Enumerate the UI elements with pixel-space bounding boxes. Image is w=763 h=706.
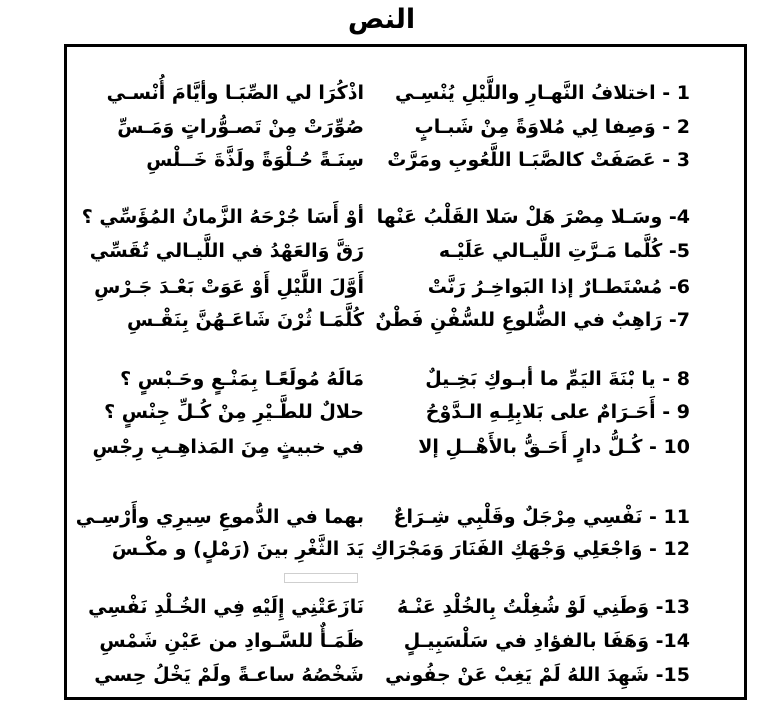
verse-13-second-hemistich: نَازَعَتْنِي إِلَيْهِ فِي الخُـلْدِ نَفْسِي bbox=[88, 596, 364, 618]
verse-3-first-hemistich: 3 - عَصَفَتْ كالصَّبَـا اللَّعُوبِ ومَرَّتْ bbox=[387, 149, 690, 171]
verse-4-second-hemistich: أوْ أَسَا جُرْحَهُ الزَّمانُ المُؤَسِّي ؟ bbox=[81, 206, 364, 228]
verse-15-second-hemistich: شَخْصُهُ ساعـةً ولَمْ يَخْلُ حِسي bbox=[94, 664, 364, 686]
verse-10-first-hemistich: 10 - كُـلُّ دارٍ أَحَـقُّ بالأَهْــلِ إلا bbox=[418, 436, 690, 458]
verse-13-first-hemistich: 13- وَطَنِي لَوْ شُغِلْتُ بِالخُلْدِ عَنْـهُ bbox=[396, 596, 690, 618]
verse-11-first-hemistich: 11 - نَفْسِي مِرْجَلٌ وقَلْبِي شِـرَاعٌ bbox=[393, 506, 690, 528]
verse-7-first-hemistich: 7- رَاهِبٌ في الضُّلوعِ للسُّفْنِ فَطْنٌ bbox=[375, 309, 690, 331]
verse-15-first-hemistich: 15- شَهِدَ اللهُ لَمْ يَغِبْ عَنْ جفُوني bbox=[385, 664, 690, 686]
verse-8-first-hemistich: 8 - يا بْنَةَ اليَمِّ ما أبـوكِ بَخِـيلٌ bbox=[425, 368, 690, 390]
verse-5-first-hemistich: 5- كُلَّما مَـرَّتِ اللَّيـالي عَلَيْـه bbox=[438, 240, 690, 262]
page-marker bbox=[284, 573, 358, 583]
verse-1-first-hemistich: 1 - اختلافُ النَّهـارِ واللَّيْلِ يُنْسِـي bbox=[394, 82, 690, 104]
verse-5-second-hemistich: رَقَّ وَالعَهْدُ في اللَّيـالي تُقَسِّي bbox=[89, 240, 364, 262]
verse-2-second-hemistich: صُوِّرَتْ مِنْ تَصـوُّراتٍ وَمَـسِّ bbox=[117, 116, 364, 138]
verse-2-first-hemistich: 2 - وَصِفا لِي مُلاوَةً مِنْ شَبـابٍ bbox=[414, 116, 690, 138]
verse-6-second-hemistich: أَوَّلَ اللَّيْلِ أَوْ عَوَتْ بَعْـدَ جَـرْسِ bbox=[94, 276, 364, 298]
verse-12-first-hemistich: 12 - وَاجْعَلِي وَجْهَكِ الفَنَارَ وَمَجْرَاكِ bbox=[370, 538, 690, 560]
verse-10-second-hemistich: في خبيثٍ مِنَ المَذاهِـبِ رِجْسِ bbox=[92, 436, 364, 458]
verse-14-first-hemistich: 14- وَهَفَا بالفؤادِ في سَلْسَبِيـلٍ bbox=[403, 630, 690, 652]
verse-11-second-hemistich: بهما في الدُّموعِ سِيرِي وأَرْسِـي bbox=[75, 506, 364, 528]
verse-3-second-hemistich: سِنَـةً حُـلْوَةً ولَذَّةَ خَــلْسِ bbox=[146, 149, 364, 171]
verse-6-first-hemistich: 6- مُسْتَطـارٌ إذا البَواخِـرُ رَنَّتْ bbox=[427, 276, 690, 298]
page-title: النص bbox=[347, 4, 416, 35]
verse-9-second-hemistich: حلالٌ للطَّـيْرِ مِنْ كُـلِّ جِنْسٍ ؟ bbox=[104, 401, 364, 423]
verse-9-first-hemistich: 9 - أَحَـرَامٌ على بَلابِلِـهِ الـدَّوْحُ bbox=[425, 401, 690, 423]
verse-8-second-hemistich: مَالَهُ مُولَعًـا بِمَنْـعٍ وحَـبْسٍ ؟ bbox=[120, 368, 364, 390]
verse-7-second-hemistich: كُلَّمَـا ثُرْنَ شَاعَـهُنَّ بِنَقْـسِ bbox=[126, 309, 364, 331]
verse-14-second-hemistich: ظَمَـأٌ للسَّـوادِ من عَيْنِ شَمْسِ bbox=[99, 630, 364, 652]
verse-4-first-hemistich: 4- وسَـلا مِصْرَ هَلْ سَلا القَلْبُ عَنْها bbox=[376, 206, 690, 228]
verse-1-second-hemistich: اذْكُرَا لي الصِّبَـا وأيَّامَ أُنْسـي bbox=[106, 82, 364, 104]
verse-12-second-hemistich: يَدَ الثَّغْرِ بينَ (رَمْلٍ) و مكْـسَ bbox=[111, 538, 364, 560]
